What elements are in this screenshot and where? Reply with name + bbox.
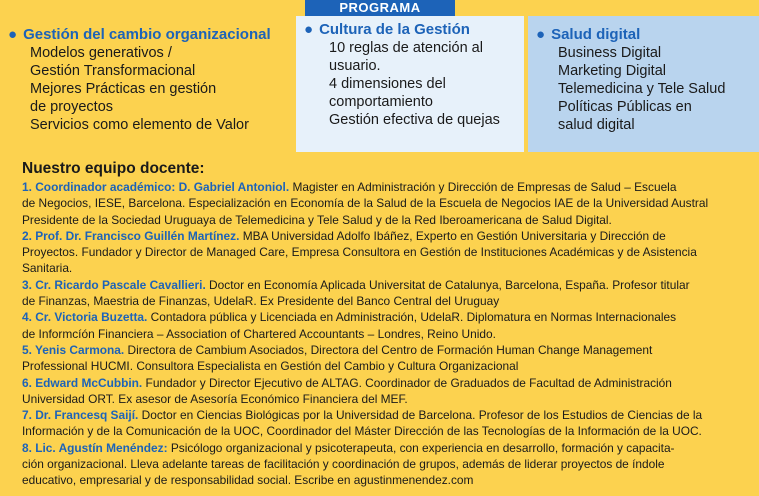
member-name: 2. Prof. Dr. Francisco Guillén Martínez.: [22, 228, 240, 243]
member-name: 8. Lic. Agustín Menéndez:: [22, 440, 168, 455]
team-member: [22, 277, 752, 310]
program-header: PROGRAMA: [305, 0, 455, 16]
member-bio-line: de Negocios, IESE, Barcelona. Especialización en Economía de la Salud de la Escuela de Negocios IAE de la Universidad Austral: [22, 196, 709, 211]
column-title: ● Cultura de la Gestión: [304, 21, 470, 38]
header-banner: [0, 0, 759, 16]
list-item: Servicios como elemento de Valor: [30, 117, 249, 133]
list-item: Modelos generativos /: [30, 45, 172, 61]
list-item: Gestión Transformacional: [30, 63, 196, 79]
member-bio-line: Magister en Administración y Dirección de Empresas de Salud – Escuela: [289, 180, 677, 194]
column-items: [536, 44, 751, 134]
team-member: [22, 179, 752, 228]
teaching-team: [22, 160, 752, 489]
column-title: ● Gestión del cambio organizacional: [8, 26, 271, 43]
column-items: [8, 44, 288, 134]
member-bio: Psicólogo organizacional y psicoterapeuta, con experiencia en desarrollo, formación y capacita- ción organizacional. Lleva adelante tareas de facilitación y coordinación de grupos, además de liderar proyectos de índole educativo, empresarial y de responsabilidad social. Escribe en agustinmenendez.com: [22, 440, 675, 488]
bullet-icon: ●: [8, 26, 18, 43]
bullet-icon: ●: [536, 26, 546, 43]
list-item: salud digital: [558, 117, 635, 133]
team-member: [22, 228, 752, 277]
member-name: 7. Dr. Francesq Saijí.: [22, 408, 139, 423]
member-bio: MBA Universidad Adolfo Ibáñez, Experto en Gestión Universitaria y Dirección de Proyectos. Fundador y Director de Managed Care, Empresa Consultora en Gestión de Instituciones Académicas y de Asistencia Sanitaria.: [22, 228, 697, 276]
member-bio: Doctor en Ciencias Biológicas por la Universidad de Barcelona. Profesor de los Estudios de Ciencias de la Información y de la Comunicación de la UOC, Coordinador del Máster Dirección de las Tecnologías de la Información de la UOC.: [22, 408, 703, 439]
team-member: [22, 309, 752, 342]
member-bio: Doctor en Economía Aplicada Universitat de Catalunya, Barcelona, España. Profesor titular de Finanzas, Maestria de Finanzas, UdelaR. Ex Presidente del Banco Central del Uruguay: [22, 277, 690, 309]
list-item: Mejores Prácticas en gestión: [30, 81, 217, 97]
member-bio: Contadora pública y Licenciada en Administración, UdelaR. Diplomatura en Normas Internacionales de Informcíón Financiera – Association of Chartered Accountants – Londres, Reino Unido.: [22, 310, 677, 341]
column-digital-health: [528, 16, 759, 152]
team-member: [22, 342, 752, 375]
column-title: ● Salud digital: [536, 26, 641, 43]
list-item: Telemedicina y Tele Salud: [558, 81, 726, 97]
member-name: 1. Coordinador académico: D. Gabriel Antoniol.: [22, 180, 290, 194]
list-item: Políticas Públicas en: [558, 99, 692, 115]
bullet-icon: ●: [304, 21, 314, 38]
member-name: 4. Cr. Victoria Buzetta.: [22, 310, 148, 325]
team-title: Nuestro equipo docente:: [22, 160, 205, 177]
list-item: usuario.: [329, 58, 381, 74]
list-item: comportamiento: [329, 94, 433, 110]
column-change-management: [0, 16, 296, 152]
member-name: 3. Cr. Ricardo Pascale Cavallieri.: [22, 277, 206, 292]
team-member: [22, 407, 752, 440]
member-bio-line: Presidente de la Sociedad Uruguaya de Telemedicina y Tele Salud y de la Red Iberoamericana de Salud Digital.: [22, 212, 612, 227]
column-items: [304, 39, 516, 129]
member-bio: Fundador y Director Ejecutivo de ALTAG. Coordinador de Graduados de Facultad de Administración Universidad ORT. Ex asesor de Asesoría Económico Financiera del MEF.: [22, 375, 672, 406]
column-management-culture: [296, 16, 524, 152]
list-item: 4 dimensiones del: [329, 76, 446, 92]
list-item: 10 reglas de atención al: [329, 40, 483, 56]
team-member: [22, 375, 752, 408]
member-name: 6. Edward McCubbin.: [22, 375, 143, 390]
program-columns: [0, 16, 759, 152]
member-name: 5. Yenis Carmona.: [22, 342, 125, 357]
list-item: Marketing Digital: [558, 63, 666, 79]
list-item: de proyectos: [30, 99, 114, 115]
team-member: [22, 440, 752, 489]
list-item: Business Digital: [558, 45, 662, 61]
list-item: Gestión efectiva de quejas: [329, 112, 500, 128]
member-bio: Directora de Cambium Asociados, Directora del Centro de Formación Human Change Management Professional HUCMI. Consultora Especialista en Gestión del Cambio y Cultura Organizacional: [22, 342, 653, 374]
